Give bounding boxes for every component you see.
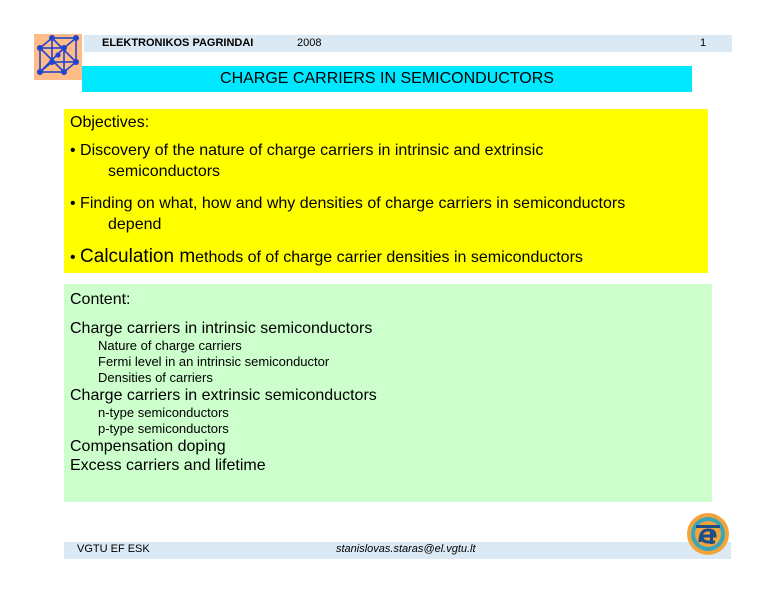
course-year: 2008	[297, 37, 322, 49]
content-topic: Charge carriers in extrinsic semiconductors	[70, 387, 377, 404]
objective-2-line-2: depend	[108, 216, 162, 233]
slide-title: CHARGE CARRIERS IN SEMICONDUCTORS	[82, 66, 692, 92]
content-heading: Content:	[70, 291, 131, 308]
objectives-heading: Objectives:	[70, 114, 150, 131]
page-number: 1	[700, 37, 707, 49]
footer-institution: VGTU EF ESK	[77, 543, 150, 555]
content-subtopic: Nature of charge carriers	[98, 338, 242, 353]
footer-email: stanislovas.staras@el.vgtu.lt	[336, 543, 476, 555]
content-subtopic: n-type semiconductors	[98, 405, 229, 420]
university-emblem-icon	[686, 512, 730, 556]
objective-3-big-text: Calculation m	[80, 246, 196, 267]
content-topic: Charge carriers in intrinsic semiconductors	[70, 320, 373, 337]
objective-3-text: ethods of of charge carrier densities in semiconductors	[195, 249, 583, 266]
content-subtopic: Fermi level in an intrinsic semiconductor	[98, 354, 330, 369]
objective-2-line-1: • Finding on what, how and why densities of charge carriers in semiconductors	[70, 195, 626, 212]
content-topic: Excess carriers and lifetime	[70, 457, 266, 474]
course-name: ELEKTRONIKOS PAGRINDAI	[102, 37, 254, 49]
content-topic: Compensation doping	[70, 438, 226, 455]
cube-lattice-icon	[34, 34, 82, 80]
objective-1-line-1: • Discovery of the nature of charge carriers in intrinsic and extrinsic	[70, 142, 544, 159]
content-subtopic: Densities of carriers	[98, 370, 213, 385]
objective-3-bullet: •	[70, 249, 81, 266]
content-subtopic: p-type semiconductors	[98, 421, 229, 436]
objective-3	[70, 247, 583, 268]
objective-1-line-2: semiconductors	[108, 163, 221, 180]
content-list	[70, 319, 377, 475]
